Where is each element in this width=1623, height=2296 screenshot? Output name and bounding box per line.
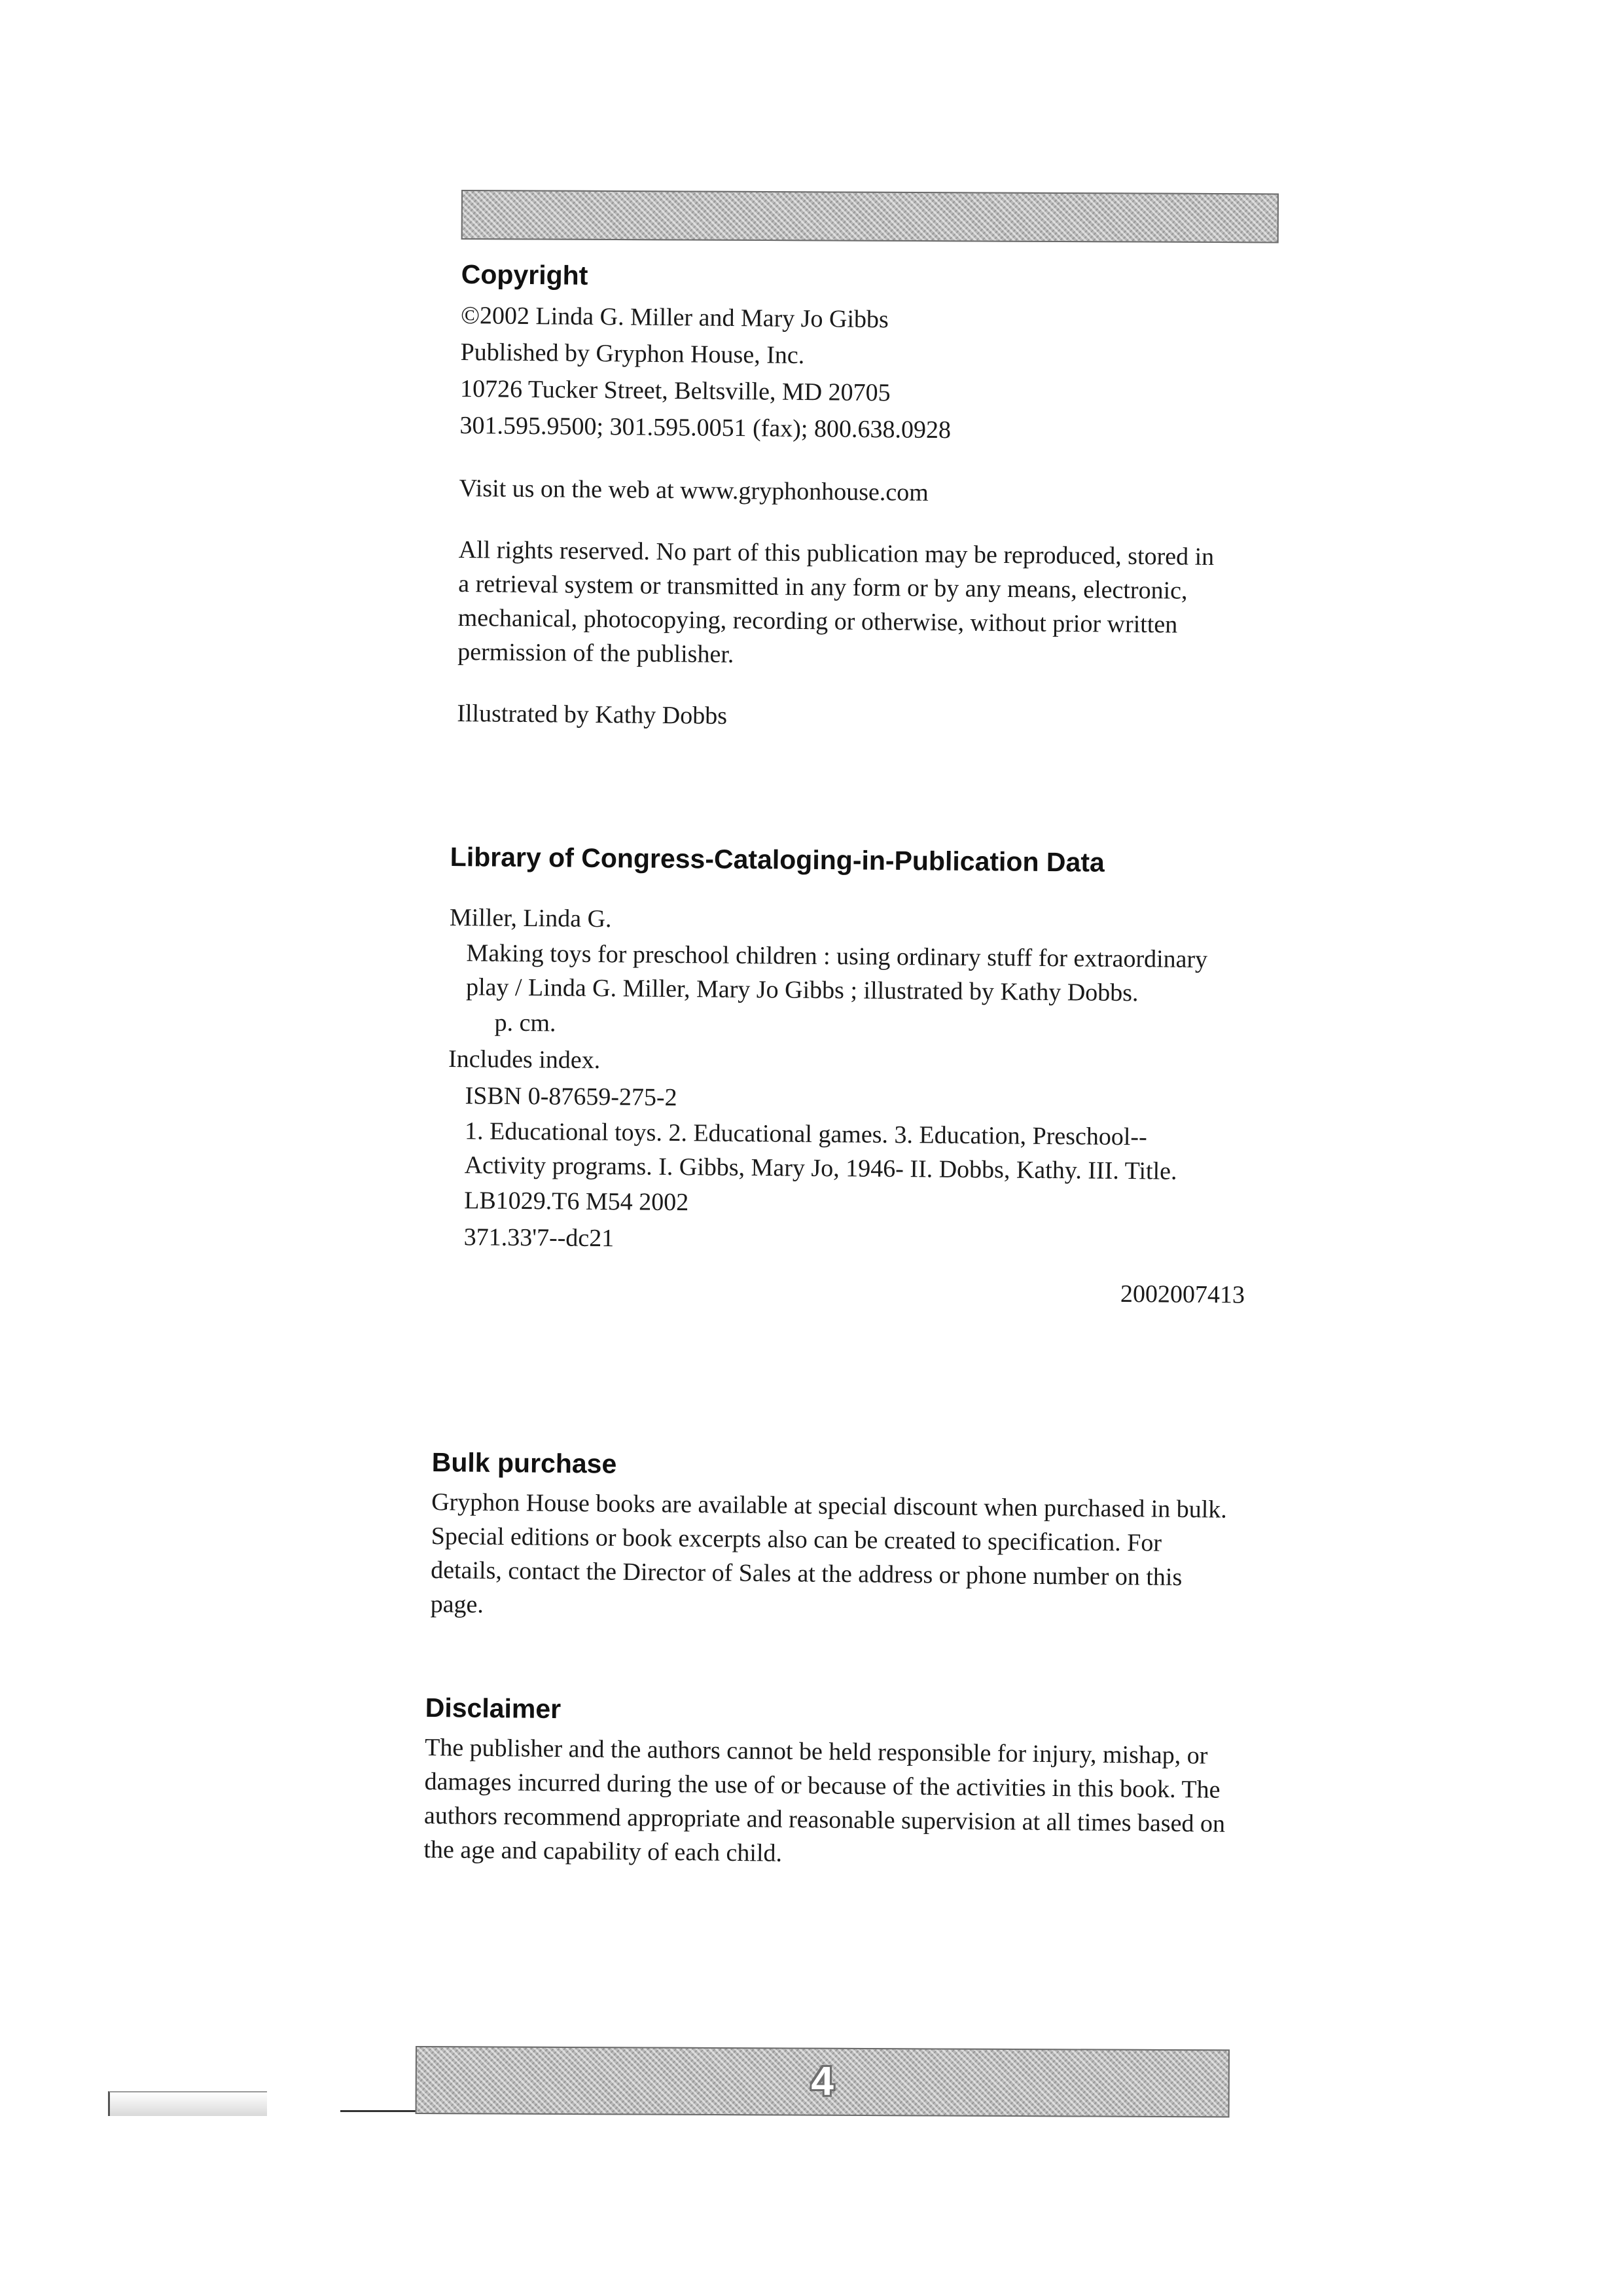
title-entry: Making toys for preschool children : using ordinary stuff for extraordinary play / Linda G. Miller, Mary Jo Gibbs ; illustrated by Kathy Dobbs.: [465, 939, 1208, 1007]
physical-description: p. cm.: [494, 1009, 556, 1037]
copyright-line: ©2002 Linda G. Miller and Mary Jo Gibbs: [460, 302, 889, 334]
bulk-purchase-section: [430, 1446, 1257, 1629]
subject-entries: 1. Educational toys. 2. Educational games. 3. Education, Preschool--Activity programs. I. Gibbs, Mary Jo, 1946- II. Dobbs, Kathy. III. Title.: [464, 1117, 1177, 1185]
rights-paragraph: All rights reserved. No part of this publication may be reproduced, stored in a retrieval system or transmitted in any form or by any means, electronic, mechanical, photocopying, recording or otherwise, without prior written permission of the publisher.: [457, 536, 1215, 669]
publisher-line: Published by Gryphon House, Inc.: [460, 338, 805, 370]
index-note: Includes index.: [448, 1045, 601, 1075]
bulk-heading: Bulk purchase: [431, 1447, 617, 1479]
footer-bar: [416, 2046, 1230, 2117]
bulk-paragraph: Gryphon House books are available at special discount when purchased in bulk. Special editions or book excerpts also can be created to specification. For details, contact the Director of Sales at the address or phone number on this page.: [430, 1488, 1227, 1619]
dewey-number: 371.33'7--dc21: [463, 1223, 615, 1253]
library-of-congress-section: [446, 841, 1288, 1314]
author-entry: Miller, Linda G.: [449, 904, 612, 933]
header-bar: [461, 190, 1279, 243]
disclaimer-paragraph: The publisher and the authors cannot be held responsible for injury, mishap, or damages incurred during the use of or because of the activities in this book. The authors recommend appropriate and reasonable supervision at all times based on the age and capability of each child.: [423, 1734, 1226, 1867]
copyright-heading: Copyright: [461, 259, 588, 291]
illustrator-line: Illustrated by Kathy Dobbs: [457, 700, 728, 730]
lccn-number: 2002007413: [1120, 1280, 1245, 1309]
call-number: LB1029.T6 M54 2002: [464, 1187, 689, 1217]
disclaimer-heading: Disclaimer: [425, 1693, 562, 1725]
address-line: 10726 Tucker Street, Beltsville, MD 20705: [459, 375, 891, 407]
footer-rule: [340, 2110, 419, 2112]
copyright-section: [457, 259, 1299, 740]
isbn-entry: ISBN 0-87659-275-2: [465, 1082, 677, 1112]
website-line: Visit us on the web at www.gryphonhouse.com: [459, 475, 929, 507]
disclaimer-section: [423, 1692, 1257, 1875]
phone-line: 301.595.9500; 301.595.0051 (fax); 800.638.0928: [459, 412, 952, 444]
scan-corner-mark: [108, 2091, 267, 2116]
library-heading: Library of Congress-Cataloging-in-Publication Data: [450, 842, 1105, 878]
page-number: 4: [811, 2058, 834, 2104]
